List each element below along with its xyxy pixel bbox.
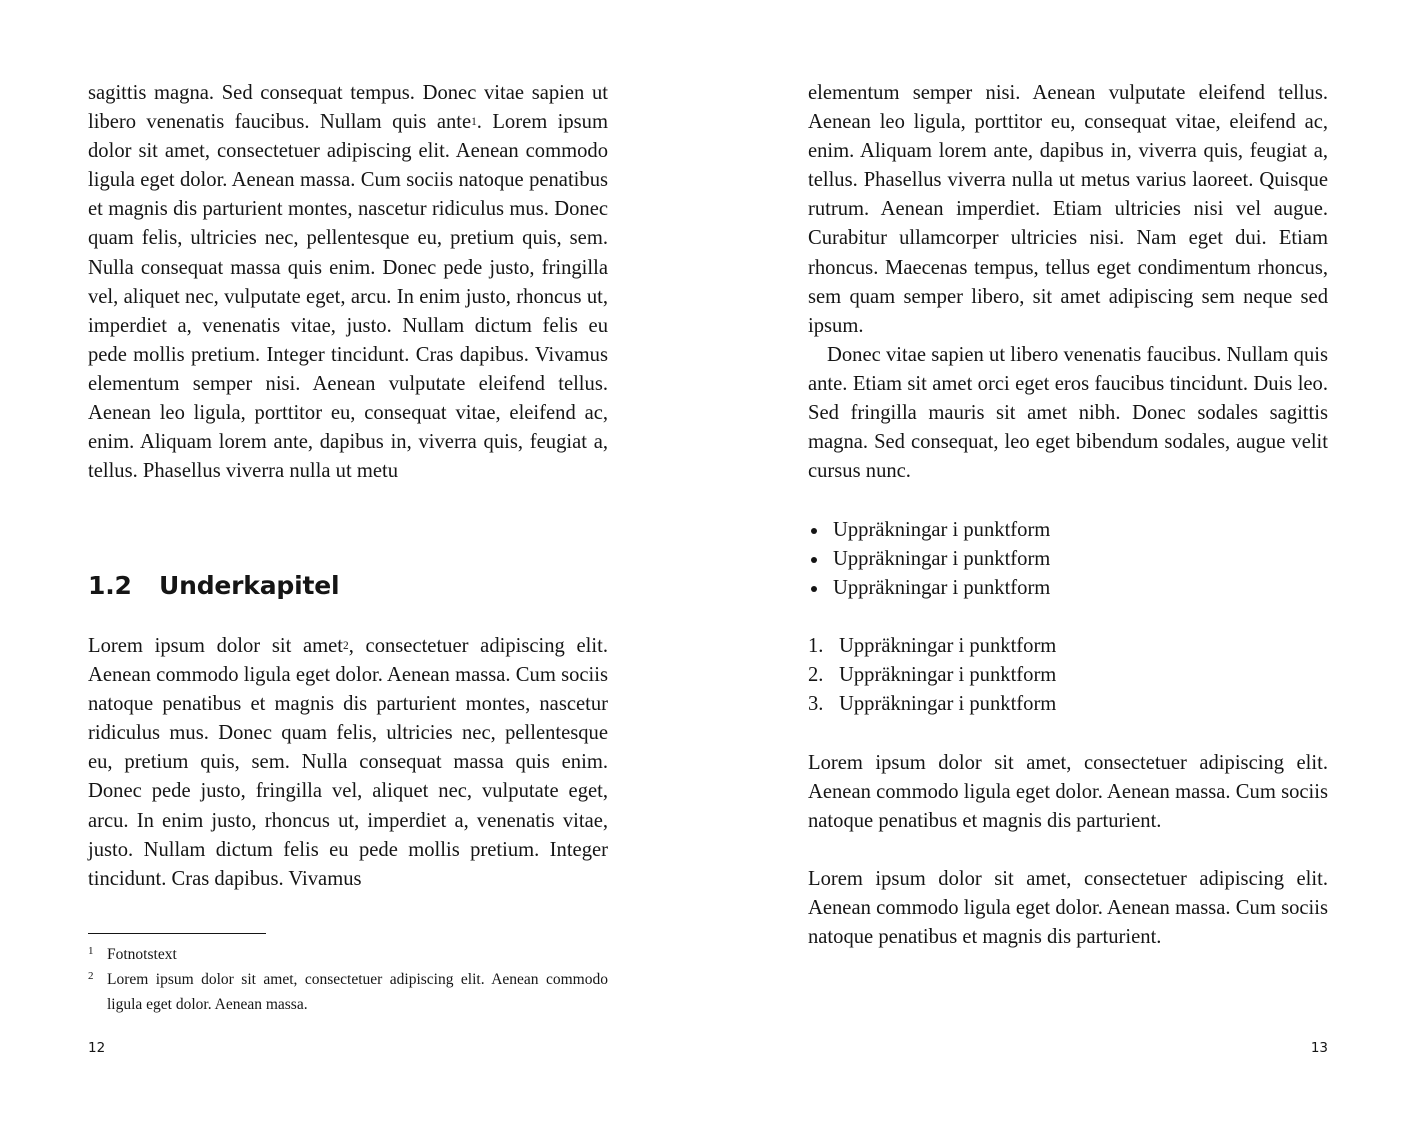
footnote-text: Fotnotstext [107, 946, 177, 963]
list-item-text: Uppräkningar i punktform [839, 693, 1057, 716]
section-title: Underkapitel [159, 571, 340, 600]
right-paragraph-continued: elementum semper nisi. Aenean vulputate eleifend tellus. Aenean leo ligula, porttitor eu, consequat vitae, eleifend ac, enim. Aliquam lorem ante, dapibus in, viverra quis, feugiat a, tellus. Phasellus viverra nulla ut metus varius laoreet. Quisque rutrum. Aenean imperdiet. Etiam ultricies nisi vel augue. Curabitur ullamcorper ultricies nisi. Nam eget dui. Etiam rhoncus. Maecenas tempus, tellus eget condimentum rhoncus, sem quam semper libero, sit amet adipiscing sem neque sed ipsum. [808, 82, 1328, 337]
footnote-1 [88, 942, 608, 967]
list-item [808, 690, 1328, 719]
list-number: 2. [808, 664, 824, 687]
footnote-mark: 2 [88, 970, 94, 982]
footnote-2 [88, 967, 608, 1017]
page-number: 12 [88, 1040, 106, 1056]
list-item-text: Uppräkningar i punktform [839, 635, 1057, 657]
footnote-text: Lorem ipsum dolor sit amet, consectetuer adipiscing elit. Aenean commodo ligula eget dolor. Aenean massa. [107, 971, 608, 1013]
footnote-mark: 1 [88, 945, 94, 957]
footnote-ref-1[interactable]: 1 [471, 116, 477, 129]
left-paragraph-text-rest: . Lorem ipsum dolor sit amet, consectetuer adipiscing elit. Aenean commodo ligula eget dolor. Aenean massa. Cum sociis natoque penatibus et magnis dis parturient montes, nascetur ridiculus mus. Donec quam felis, ultricies nec, pellentesque eu, pretium quis, sem. Nulla consequat massa quis enim. Donec pede justo, fringilla vel, aliquet nec, vulputate eget, arcu. In enim justo, rhoncus ut, imperdiet a, venenatis vitae, justo. Nullam dictum felis eu pede mollis pretium. Integer tincidunt. Cras dapibus. Vivamus elementum semper nisi. Aenean vulputate eleifend tellus. Aenean leo ligula, porttitor eu, consequat vitae, eleifend ac, enim. Aliquam lorem ante, dapibus in, viverra quis, feugiat a, tellus. Phasellus viverra nulla ut metu [88, 111, 608, 483]
list-item [808, 632, 1328, 661]
footnote-divider [88, 933, 266, 934]
list-item: Uppräkningar i punktform [808, 516, 1328, 545]
section-number: 1.2 [88, 571, 132, 600]
list-item: Uppräkningar i punktform [808, 574, 1328, 603]
list-item: Uppräkningar i punktform [808, 545, 1328, 574]
list-number: 3. [808, 693, 824, 716]
list-item-text: Uppräkningar i punktform [839, 664, 1057, 687]
section-heading [88, 566, 339, 606]
page-number: 13 [1310, 1040, 1328, 1056]
right-paragraph-second: Donec vitae sapien ut libero venenatis faucibus. Nullam quis ante. Etiam sit amet orci eget eros faucibus tincidunt. Duis leo. Sed fringilla mauris sit amet nibh. Donec sodales sagittis magna. Sed consequat, leo eget bibendum sodales, augue velit cursus nunc. [808, 344, 1328, 483]
list-number: 1. [808, 635, 824, 657]
bullet-list [808, 516, 1328, 603]
subsection-paragraph-text-rest: , consectetuer adipiscing elit. Aenean commodo ligula eget dolor. Aenean massa. Cum sociis natoque penatibus et magnis dis parturient montes, nascetur ridiculus mus. Donec quam felis, ultricies nec, pellentesque eu, pretium quis, sem. Nulla consequat massa quis enim. Donec pede justo, fringilla vel, aliquet nec, vulputate eget, arcu. In enim justo, rhoncus ut, imperdiet a, venenatis vitae, justo. Nullam dictum felis eu pede mollis pretium. Integer tincidunt. Cras dapibus. Vivamus [88, 635, 608, 890]
footnote-ref-2[interactable]: 2 [343, 640, 349, 653]
left-paragraph-text: sagittis magna. Sed consequat tempus. Donec vitae sapien ut libero venenatis faucibus. Nullam quis ante [88, 82, 608, 134]
right-paragraph-a: Lorem ipsum dolor sit amet, consectetuer adipiscing elit. Aenean commodo ligula eget dolor. Aenean massa. Cum sociis natoque penatibus et magnis dis parturient. [808, 752, 1328, 833]
numbered-list [808, 632, 1328, 719]
subsection-paragraph-text: Lorem ipsum dolor sit amet [88, 635, 344, 657]
left-paragraph-continued [88, 79, 608, 486]
subsection-paragraph [88, 632, 608, 894]
list-item [808, 661, 1328, 690]
right-paragraph-b: Lorem ipsum dolor sit amet, consectetuer adipiscing elit. Aenean commodo ligula eget dolor. Aenean massa. Cum sociis natoque penatibus et magnis dis parturient. [808, 868, 1328, 949]
